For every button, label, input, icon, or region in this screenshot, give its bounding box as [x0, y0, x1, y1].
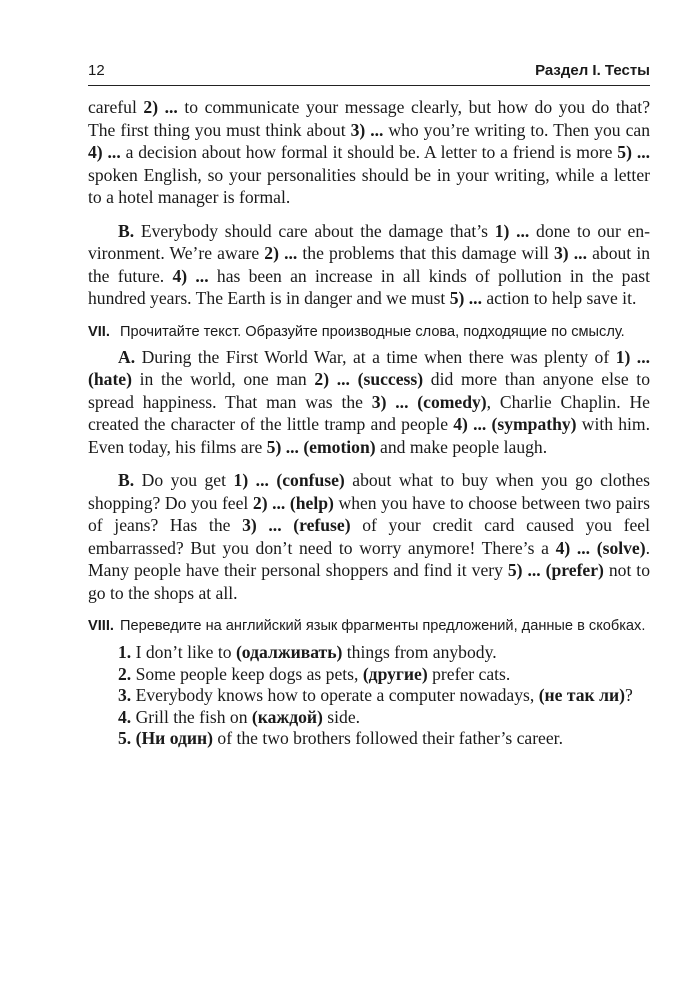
gap-marker: 5) ... (prefer)	[507, 560, 604, 580]
gap-marker: 3) ...	[350, 119, 384, 140]
gap-marker: 1) ...	[494, 220, 530, 241]
list-item: 1. I don’t like to (одалживать) things from anybody.	[118, 642, 497, 662]
list-item: 2. Some people keep dogs as pets, (другие) prefer cats.	[118, 663, 511, 684]
translation-list	[88, 642, 650, 750]
paragraph-a-continuation: careful 2) ... to communicate your message clearly, but how do you do that? The first thing you must think about 3) ... who you’re writing to. Then you can 4) ... a decision about how formal it should be. A letter to a friend is more 5) ... spoken English, so your personalities should be in your writing, while a letter to a hotel manager is formal.	[88, 97, 651, 207]
gap-marker: 1) ... (hate)	[88, 346, 651, 389]
gap-marker: 4) ...	[172, 265, 209, 286]
header-divider	[88, 85, 650, 86]
gap-marker: 4) ...	[88, 142, 121, 162]
task-vii-instruction	[88, 322, 650, 342]
task-number: VII.	[88, 323, 110, 340]
russian-phrase: (одалживать)	[235, 642, 343, 662]
gap-marker: 5) ...	[617, 142, 651, 162]
item-number: 1.	[118, 642, 132, 662]
task-text: Прочитайте текст. Образуйте производные слова, подходящие по смыслу.	[120, 323, 625, 340]
gap-marker: B.	[118, 470, 135, 490]
item-number: 4.	[118, 706, 132, 727]
gap-marker: 2) ... (success)	[314, 369, 424, 389]
list-item: 5. (Ни один) of the two brothers followed their father’s career.	[118, 728, 563, 748]
gap-marker: 4) ... (solve)	[555, 537, 646, 558]
list-item: 3. Everybody knows how to operate a computer nowadays, (не так ли)?	[118, 685, 633, 705]
item-number: 5.	[118, 728, 132, 748]
page-content	[88, 96, 650, 750]
task-text: Переведите на английский язык фрагменты предложений, данные в скобках.	[120, 618, 646, 634]
section-title: Раздел I. Тесты	[535, 62, 650, 79]
task-number: VIII.	[88, 618, 114, 634]
gap-marker: A.	[118, 346, 136, 367]
russian-phrase: (другие)	[362, 663, 428, 684]
gap-marker: 3) ... (comedy)	[371, 391, 487, 412]
paragraph-a-chaplin: A. During the First World War, at a time when there was plenty of 1) ... (hate) in the world, one man 2) ... (success) did more than anyone else to spread happiness. That man was the 3) ... (comedy), Charlie Chaplin. He created the character of the little tramp and people 4) ... (sympathy) with him. Even today, his films are 5) ... (emotion) and make people laugh.	[88, 346, 651, 457]
paragraph-b-environment: B. Everybody should care about the damage that’s 1) ... done to our environment. We’re aware 2) ... the problems that this damage will 3) ... about in the future. 4) ... has been an increase in all kinds of pollution in the past hundred years. The Earth is in danger and we must 5) ... action to help save it.	[88, 220, 651, 308]
russian-phrase: (Ни один)	[135, 728, 214, 748]
gap-marker: 1) ... (confuse)	[233, 470, 345, 490]
page-number: 12	[88, 62, 105, 79]
paragraph-b-shopping: B. Do you get 1) ... (confuse) about what to buy when you go clothes shopping? Do you feel 2) ... (help) when you have to choose between two pairs of jeans? Has the 3) ... (refuse) of your credit card caused you feel embarrassed? But you don’t need to worry anymore! There’s a 4) ... (solve). Many people have their personal shoppers and find it very 5) ... (prefer) not to go to the shops at all.	[88, 470, 651, 603]
task-viii-instruction	[88, 616, 650, 636]
gap-marker: 2) ...	[264, 243, 298, 263]
gap-marker: 2) ...	[143, 97, 178, 117]
gap-marker: 3) ... (refuse)	[242, 515, 351, 535]
item-number: 3.	[118, 685, 132, 705]
item-number: 2.	[118, 663, 132, 684]
gap-marker: 4) ... (sympathy)	[453, 414, 577, 434]
gap-marker: 5) ... (emotion)	[266, 436, 376, 457]
gap-marker: B.	[118, 220, 135, 241]
gap-marker: 3) ...	[554, 243, 587, 263]
russian-phrase: (не так ли)	[538, 685, 625, 705]
gap-marker: 2) ... (help)	[252, 492, 334, 513]
russian-phrase: (каждой)	[251, 706, 323, 727]
list-item: 4. Grill the fish on (каждой) side.	[118, 706, 361, 727]
page-header	[88, 60, 650, 82]
gap-marker: 5) ...	[449, 288, 482, 308]
